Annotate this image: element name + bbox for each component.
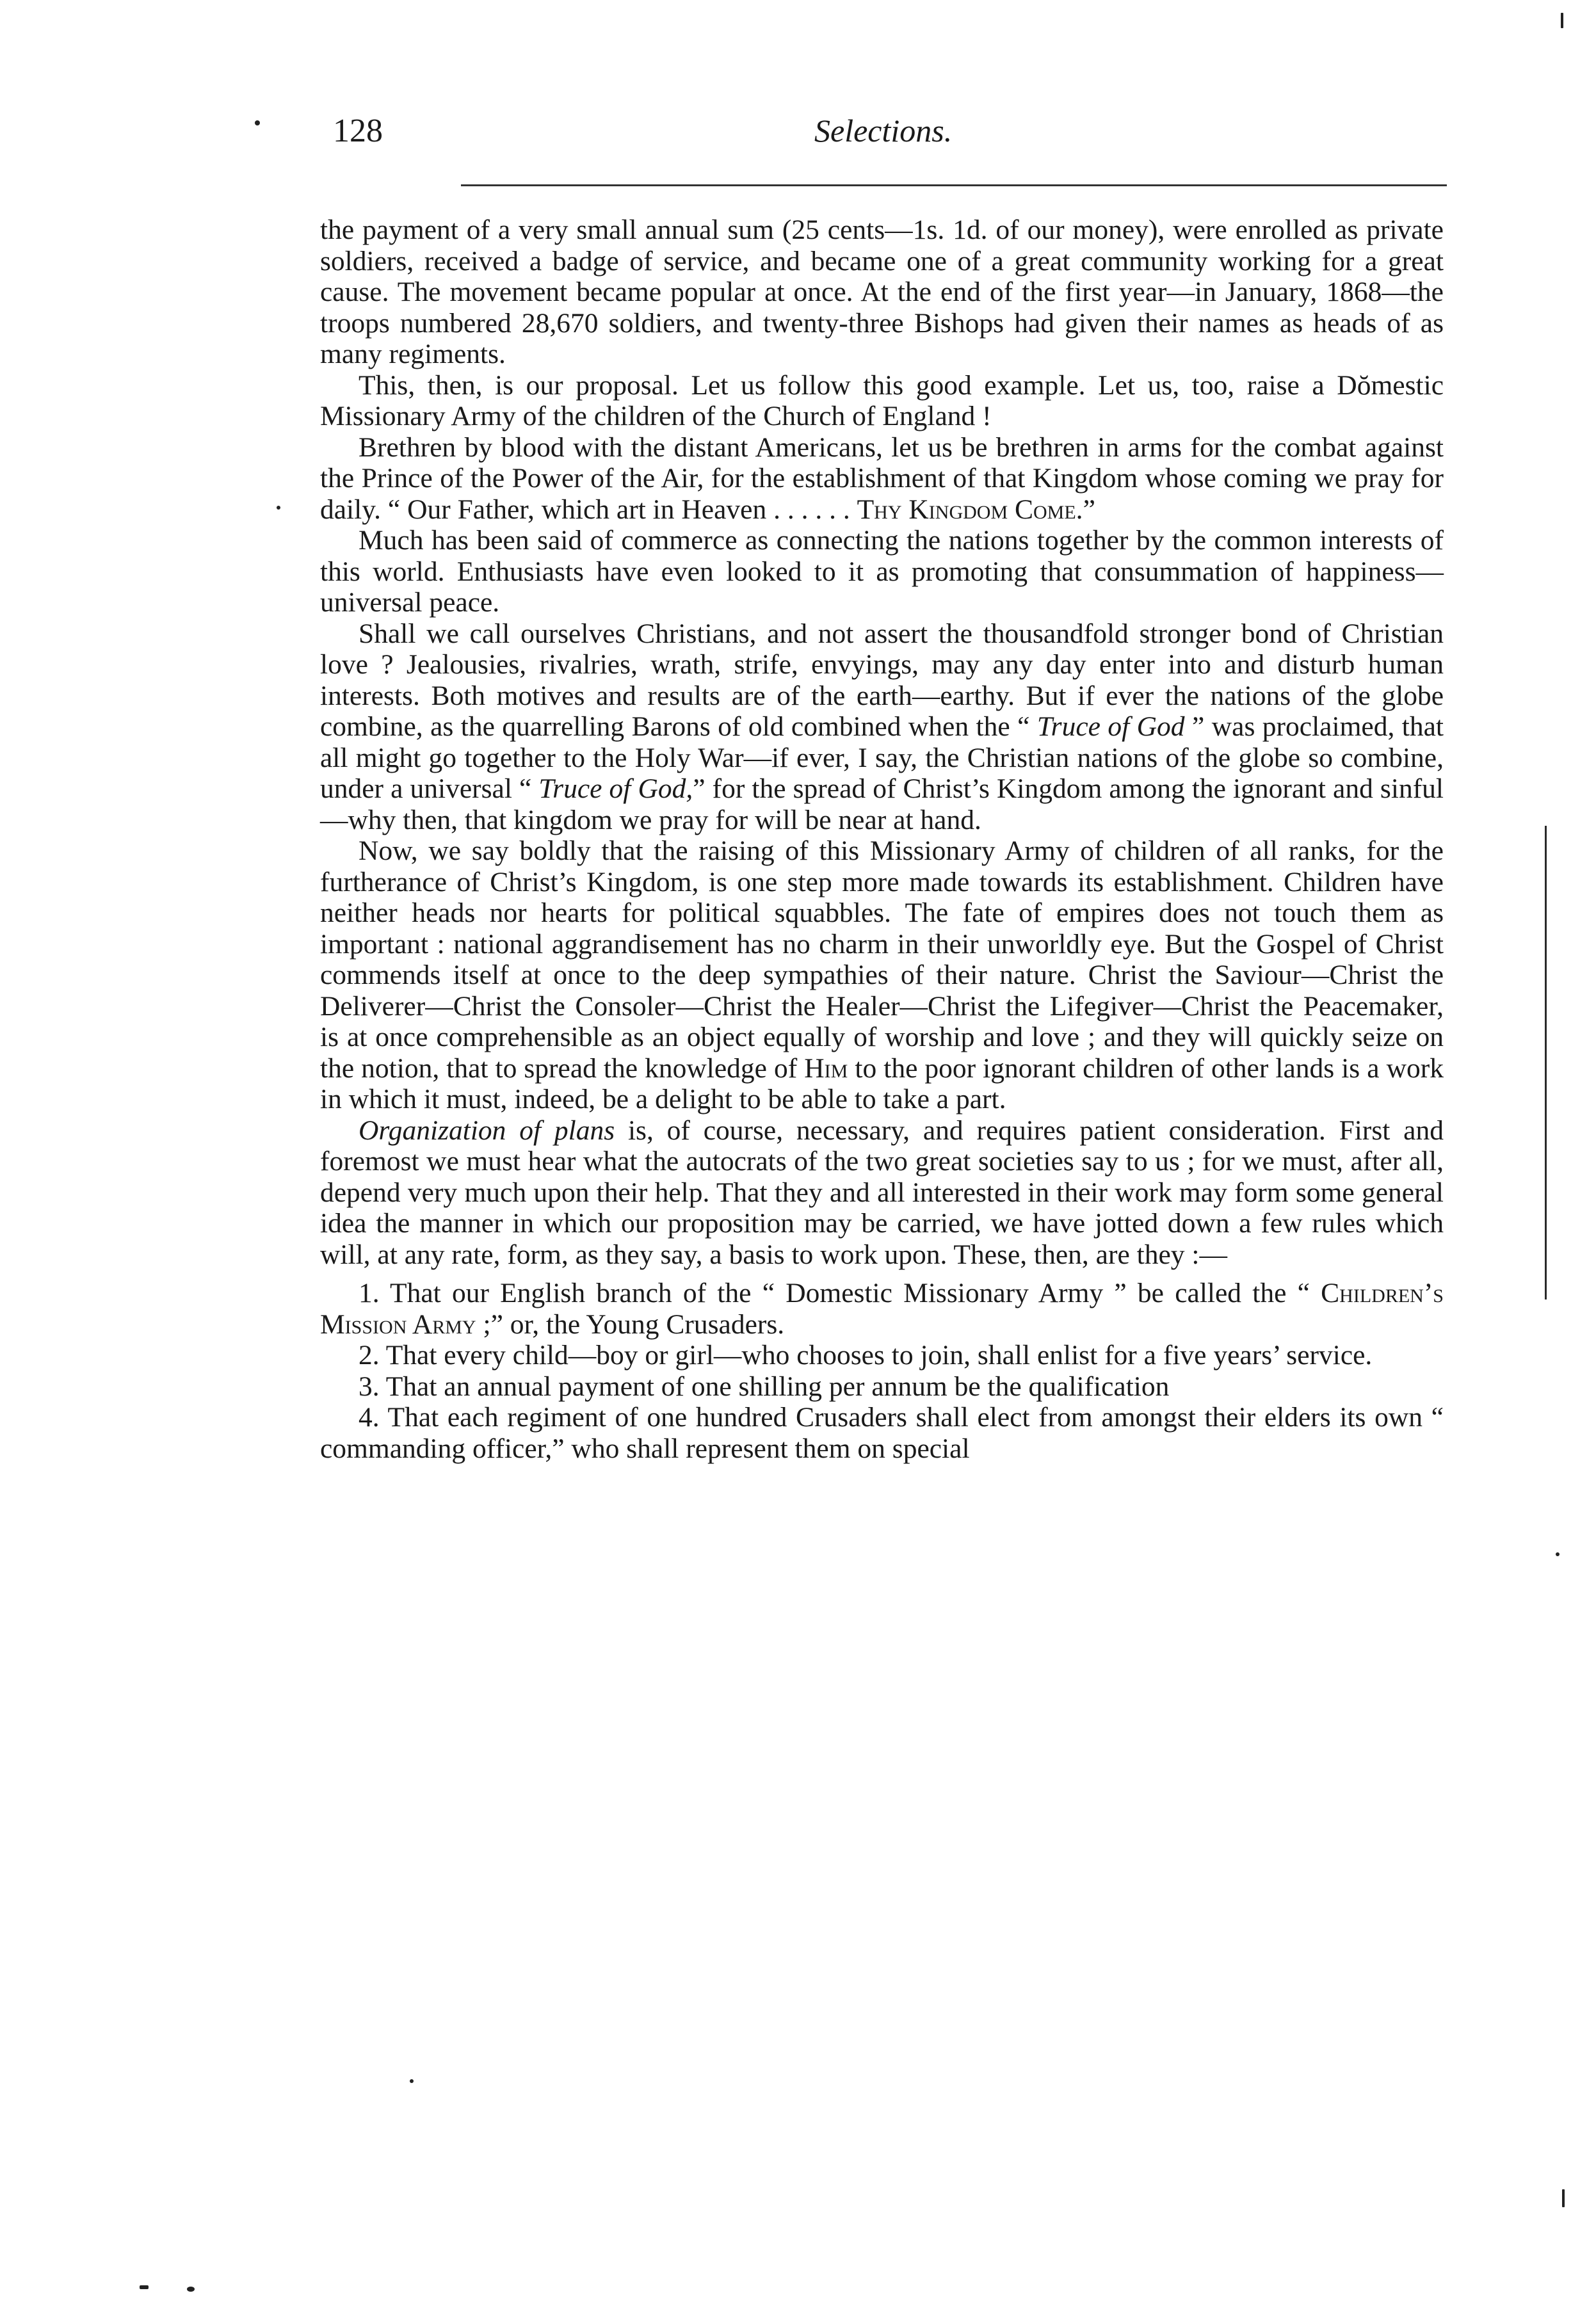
paragraph-3-text: Brethren by blood with the distant Americans, let us be brethren in arms for the combat against the Prince of the Power of the Air, for the establishment of that Kingdom whose coming we pray for daily. “ Our Father, which art in Heaven . . . . . . [320, 431, 1444, 525]
paragraph-5 [320, 618, 1444, 836]
rule-1-text-a: 1. That our English branch of the “ Domestic Missionary Army ” be called the “ [359, 1278, 1321, 1308]
thy-kingdom-come: Thy Kingdom Come. [857, 494, 1083, 525]
scan-speck [1556, 1552, 1560, 1556]
truce-of-god-2: Truce of God, [538, 773, 693, 804]
rule-1 [320, 1278, 1444, 1340]
rule-1-text-c: ;” or, the Young Crusaders. [476, 1308, 785, 1340]
paragraph-6-text-a: Now, we say boldly that the raising of this Missionary Army of children of all ranks, for the furtherance of Christ’s Kingdom, is one step more made towards its establishment. Children have neither heads nor hearts for political squabbles. The fate of empires does not touch them as important : national aggrandisement has no charm in their unworldly eye. But the Gospel of Christ commends itself at once to the deep sympathies of their nature. Christ the Saviour—Christ the Deliverer—Christ the Consoler—Christ the Healer—Christ the Lifegiver—Christ the Peacemaker, is at once comprehensible as an object equally of worship and love ; and they will quickly seize on the notion, that to spread the knowledge of [320, 835, 1444, 1084]
header-rule [461, 184, 1447, 186]
scan-speck [255, 120, 260, 125]
paragraph-6 [320, 835, 1444, 1115]
paragraph-4: Much has been said of commerce as connecting the nations together by the common interests of this world. Enthusiasts have even looked to it as promoting that consummation of happiness—universal peace. [320, 525, 1444, 618]
running-title: Selections. [814, 113, 953, 149]
margin-scan-line [1545, 826, 1547, 1299]
paragraph-6-text-c: to the poor ignorant children of other lands is a work in which it must, indeed, be a delight to be able to take a part. [320, 1052, 1444, 1114]
paragraph-2: This, then, is our proposal. Let us follow this good example. Let us, too, raise a Dŏmestic Missionary Army of the children of the Church of England ! [320, 369, 1444, 431]
paragraph-3-close: ” [1083, 494, 1095, 525]
rule-2: 2. That every child—boy or girl—who chooses to join, shall enlist for a five years’ service. [359, 1340, 1373, 1371]
page-header [333, 112, 1447, 163]
paragraph-7-text: is, of course, necessary, and requires patient consideration. First and foremost we must hear what the autocrats of the two great societies say to us ; for we must, after all, depend very much upon their help. That they and all interested in their work may form some general idea the manner in which our proposition may be carried, we have jotted down a few rules which will, at any rate, form, as they say, a basis to work upon. These, then, are they :— [320, 1114, 1444, 1270]
paragraph-3 [320, 432, 1444, 526]
page-number: 128 [333, 113, 383, 149]
scan-speck [1562, 2189, 1565, 2207]
rule-3: 3. That an annual payment of one shilling per annum be the qualification [359, 1371, 1170, 1402]
body-text [320, 214, 1444, 1464]
him-smallcaps: Him [804, 1052, 848, 1084]
childrens-mission-army: Children’s Mission Army [320, 1278, 1444, 1340]
truce-of-god-1: Truce of God [1036, 711, 1185, 742]
paragraph-5-text-e: ” for the spread of Christ’s Kingdom among the ignorant and sinful—why then, that kingdom we pray for will be near at hand. [320, 773, 1444, 835]
rule-4: 4. That each regiment of one hundred Crusaders shall elect from amongst their elders its own “ commanding officer,” who shall represent them on special [320, 1402, 1444, 1464]
organization-of-plans: Organization of plans [359, 1114, 615, 1146]
scan-speck [187, 2287, 195, 2292]
paragraph-1: the payment of a very small annual sum (25 cents—1s. 1d. of our money), were enrolled as private soldiers, received a badge of service, and became one of a great community working for a great cause. The movement became popular at once. At the end of the first year—in January, 1868—the troops numbered 28,670 soldiers, and twenty-three Bishops had given their names as heads of as many regiments. [320, 214, 1444, 369]
scan-speck [410, 2079, 414, 2083]
scan-speck [277, 506, 280, 510]
paragraph-5-text-a: Shall we call ourselves Christians, and not assert the thousandfold stronger bond of Christian love ? Jealousies, rivalries, wrath, strife, envyings, may any day enter into and disturb human interests. Both motives and results are of the earth—earthy. But if ever the nations of the globe combine, as the quarrelling Barons of old combined when the “ [320, 618, 1444, 742]
scan-speck [140, 2285, 149, 2289]
paragraph-7 [320, 1115, 1444, 1271]
paragraph-5-text-c: ” was proclaimed, that all might go together to the Holy War—if ever, I say, the Christian nations of the globe so combine, under a universal “ [320, 711, 1444, 804]
scan-speck [1561, 13, 1563, 28]
